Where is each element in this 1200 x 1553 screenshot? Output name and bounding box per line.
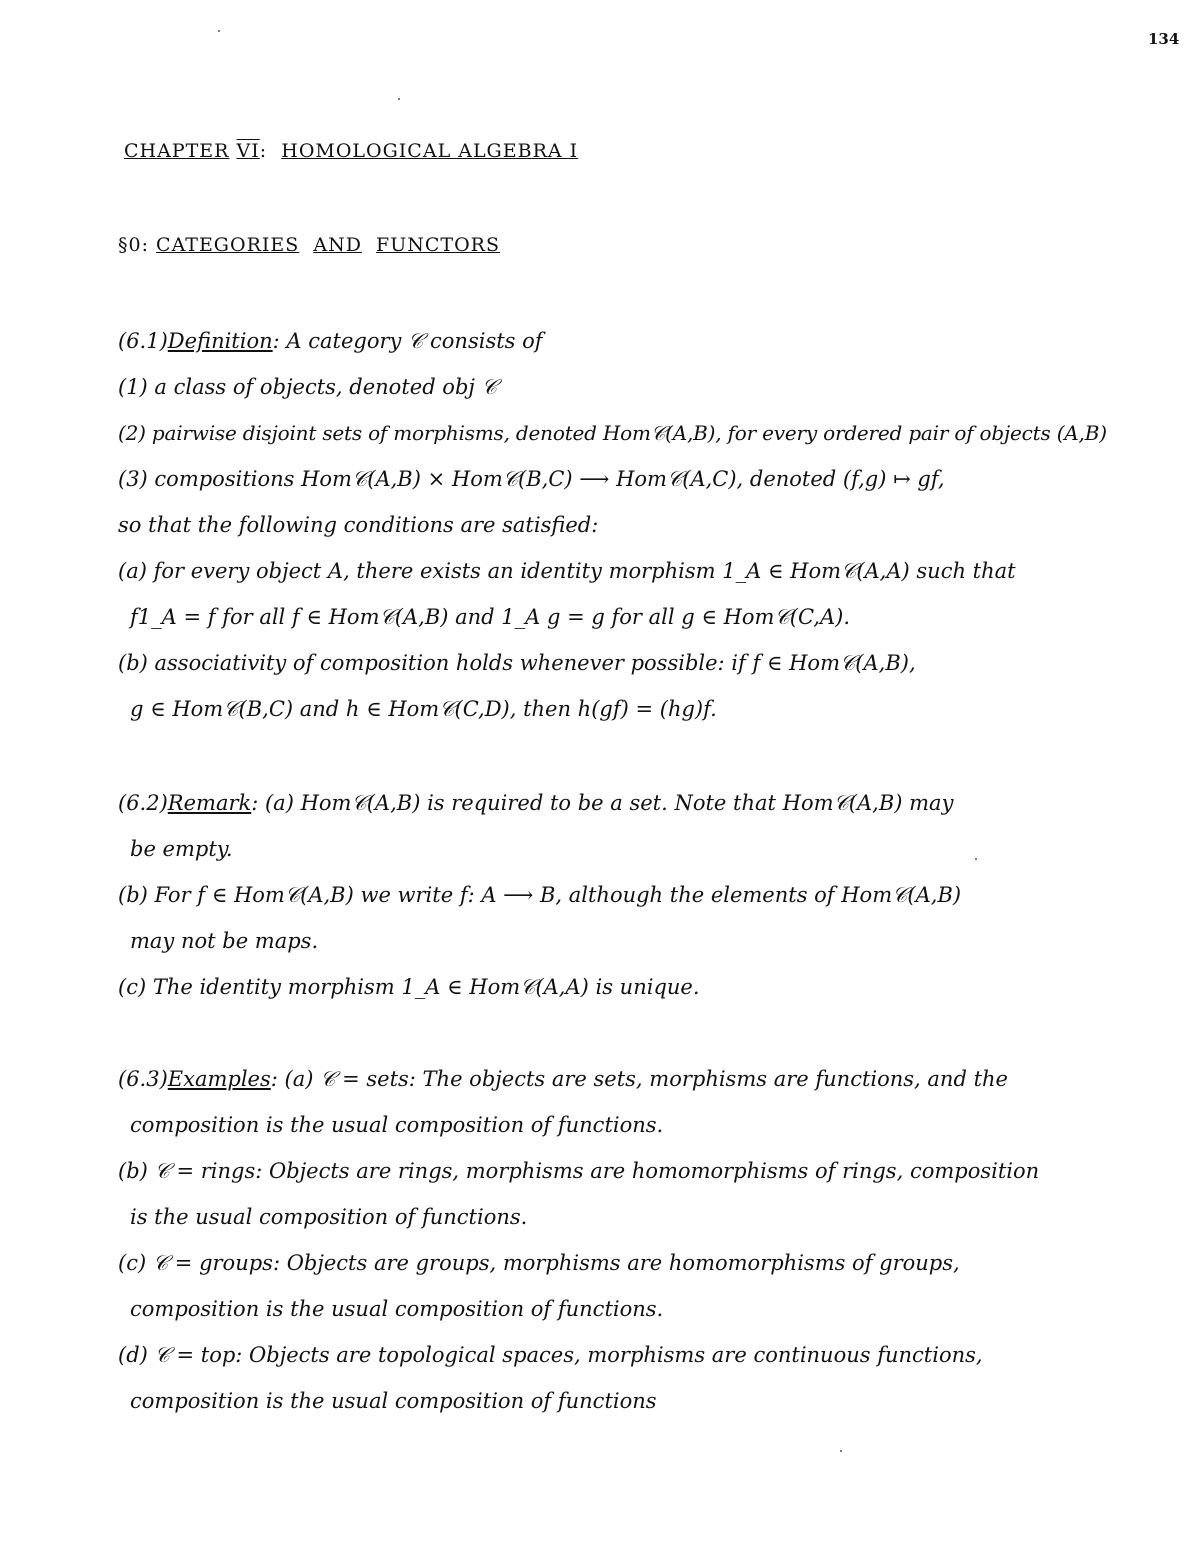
scan-speck xyxy=(840,1450,842,1452)
definition-line-5: (a) for every object A, there exists an identity morphism 1_A ∈ Hom𝒞(A,A) such that xyxy=(118,559,1016,583)
examples-intro: : (a) 𝒞 = sets: The objects are sets, morphisms are functions, and the xyxy=(270,1067,1008,1091)
examples-line-7: composition is the usual composition of functions xyxy=(130,1389,657,1413)
section-title-categories: CATEGORIES xyxy=(156,234,300,256)
chapter-heading xyxy=(124,140,578,162)
examples-line-5: composition is the usual composition of functions. xyxy=(130,1297,664,1321)
remark-line-4: (c) The identity morphism 1_A ∈ Hom𝒞(A,A) is unique. xyxy=(118,975,700,999)
page-number: 134 xyxy=(1148,30,1180,48)
definition-number: (6.1) xyxy=(118,329,168,353)
remark-intro: : (a) Hom𝒞(A,B) is required to be a set. Note that Hom𝒞(A,B) may xyxy=(251,791,954,815)
definition-heading-line xyxy=(118,326,1188,356)
examples-line-4: (c) 𝒞 = groups: Objects are groups, morphisms are homomorphisms of groups, xyxy=(118,1251,960,1275)
definition-line-3: (3) compositions Hom𝒞(A,B) × Hom𝒞(B,C) ⟶ Hom𝒞(A,C), denoted (f,g) ↦ gf, xyxy=(118,467,945,491)
remark-line-3: may not be maps. xyxy=(130,929,319,953)
section-title-functors: FUNCTORS xyxy=(376,234,500,256)
scan-speck xyxy=(398,98,400,100)
remark-line-1: be empty. xyxy=(130,837,233,861)
examples-line-3: is the usual composition of functions. xyxy=(130,1205,528,1229)
examples-line-2: (b) 𝒞 = rings: Objects are rings, morphisms are homomorphisms of rings, composition xyxy=(118,1159,1040,1183)
definition-line-7: (b) associativity of composition holds whenever possible: if f ∈ Hom𝒞(A,B), xyxy=(118,651,916,675)
definition-intro: : A category 𝒞 consists of xyxy=(272,329,543,353)
definition-line-1: (1) a class of objects, denoted obj 𝒞 xyxy=(118,375,497,399)
chapter-title: HOMOLOGICAL ALGEBRA I xyxy=(281,140,579,162)
chapter-separator: : xyxy=(259,140,268,162)
scan-speck xyxy=(218,30,220,32)
examples-heading-line xyxy=(118,1064,1188,1094)
section-heading xyxy=(118,234,500,256)
definition-line-2: (2) pairwise disjoint sets of morphisms, denoted Hom𝒞(A,B), for every ordered pair of objects (A,B) xyxy=(118,421,1107,445)
remark-label: Remark xyxy=(167,791,252,815)
examples-label: Examples xyxy=(167,1067,271,1091)
examples-line-1: composition is the usual composition of functions. xyxy=(130,1113,664,1137)
scan-speck xyxy=(975,858,977,860)
remark-number: (6.2) xyxy=(118,791,168,815)
remark-heading-line xyxy=(118,788,1188,818)
section-title-and: AND xyxy=(313,234,362,256)
chapter-word: CHAPTER xyxy=(124,140,230,162)
definition-label: Definition xyxy=(167,329,273,353)
examples-number: (6.3) xyxy=(118,1067,168,1091)
examples-line-6: (d) 𝒞 = top: Objects are topological spaces, morphisms are continuous functions, xyxy=(118,1343,983,1367)
definition-line-8: g ∈ Hom𝒞(B,C) and h ∈ Hom𝒞(C,D), then h(gf) = (hg)f. xyxy=(130,697,717,721)
chapter-numeral: VI xyxy=(236,140,260,162)
definition-line-6: f1_A = f for all f ∈ Hom𝒞(A,B) and 1_A g = g for all g ∈ Hom𝒞(C,A). xyxy=(130,605,850,629)
definition-line-4: so that the following conditions are satisfied: xyxy=(118,513,599,537)
remark-line-2: (b) For f ∈ Hom𝒞(A,B) we write f: A ⟶ B, although the elements of Hom𝒞(A,B) xyxy=(118,883,962,907)
section-label: §0: xyxy=(118,234,149,256)
